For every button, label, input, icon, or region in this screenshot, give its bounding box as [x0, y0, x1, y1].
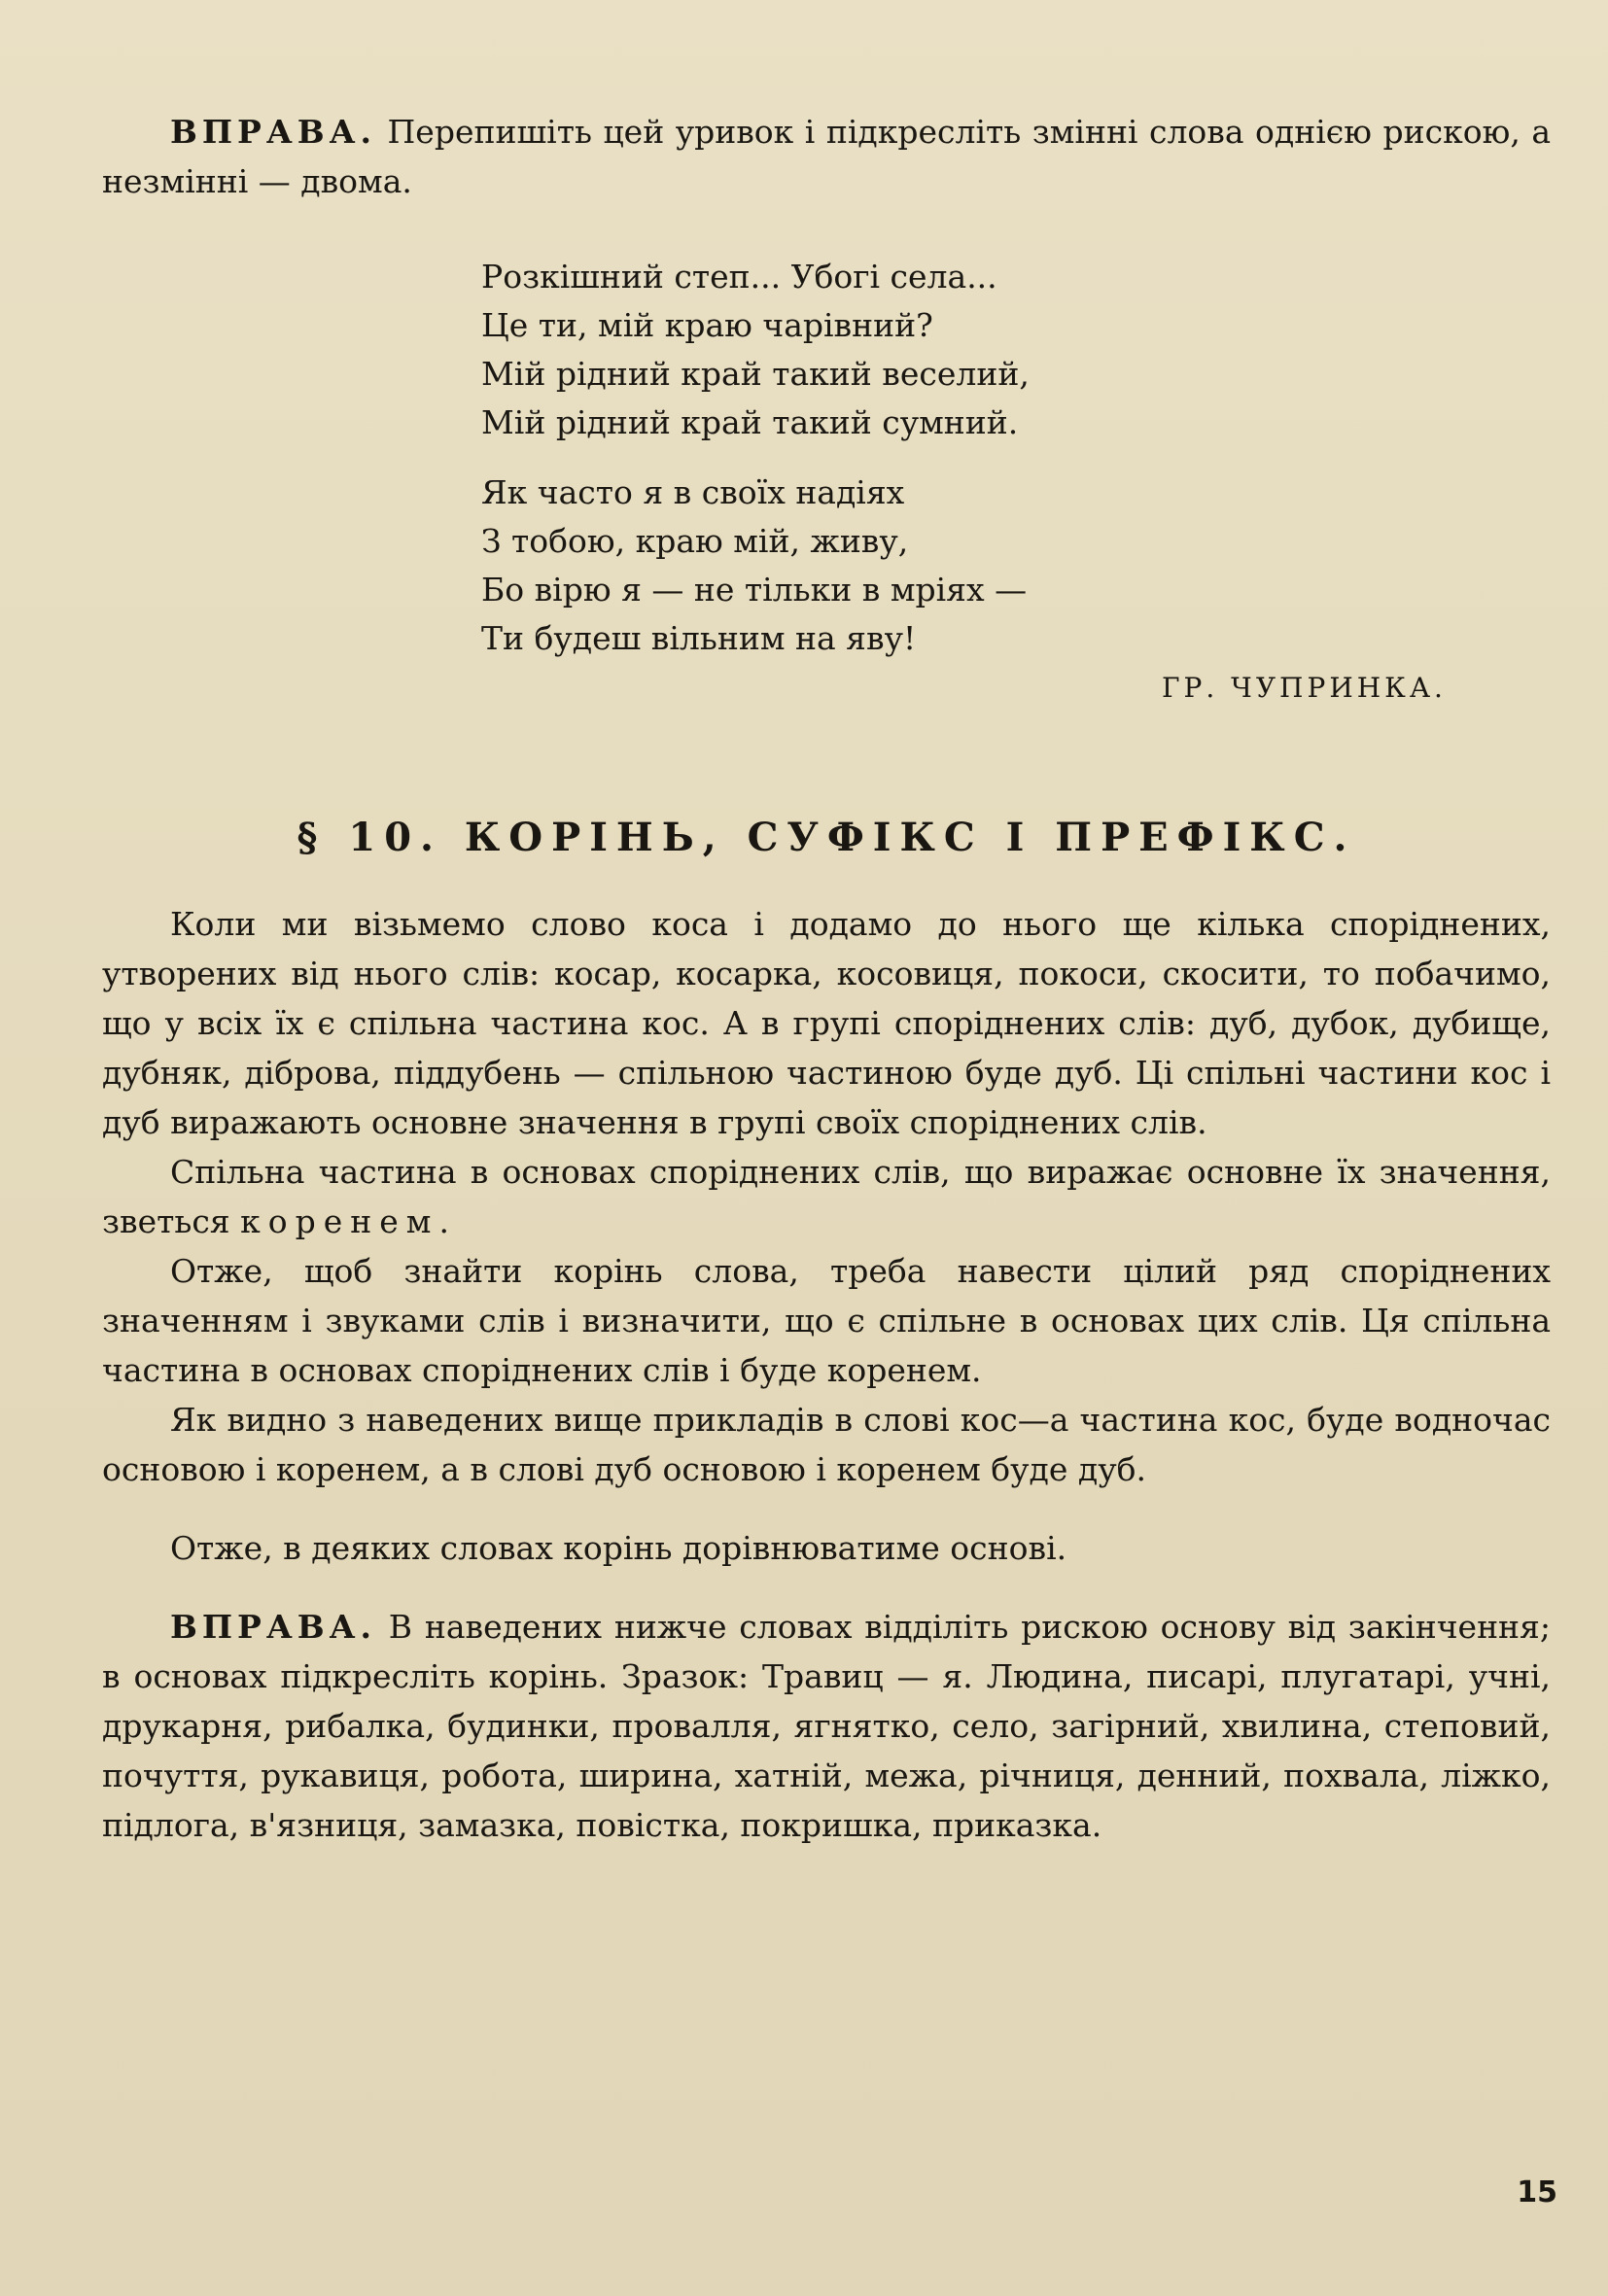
poem-line: Бо вірю я — не тільки в мріях — — [481, 571, 1028, 609]
paragraph-conclusion: Отже, в деяких словах корінь дорівнюватиме основі. — [170, 1529, 1067, 1567]
exercise-1-text: Перепишіть цей уривок і підкресліть змінні слова однією рискою, а незмінні — двома. — [102, 113, 1551, 200]
poem-author: ГР. ЧУПРИНКА. — [1162, 672, 1447, 704]
poem — [481, 253, 1551, 708]
exercise-2 — [102, 1602, 1551, 1850]
exercise-1-lead: ВПРАВА. — [170, 113, 377, 151]
page-content — [102, 107, 1551, 1850]
poem-line: Розкішний степ... Убогі села... — [481, 258, 997, 296]
poem-line: Це ти, мій краю чарівний? — [481, 306, 933, 344]
poem-stanza-1 — [481, 253, 1551, 447]
term-root: коренем — [240, 1202, 439, 1240]
poem-stanza-2 — [481, 469, 1551, 663]
paragraph-term-end: . — [438, 1202, 449, 1240]
poem-line: Мій рідний край такий сумний. — [481, 403, 1019, 441]
paragraph-examples: Як видно з наведених вище прикладів в слові кос—а частина кос, буде водночас основою і коренем, а в слові дуб основою і коренем буде дуб. — [102, 1401, 1551, 1488]
paragraph-root-term — [102, 1147, 1551, 1246]
paragraph-find-root: Отже, щоб знайти корінь слова, треба навести цілий ряд споріднених значенням і звуками слів і визначити, що є спільне в основах цих слів. Ця спільна частина в основах споріднених слів і буде коренем. — [102, 1252, 1551, 1389]
paragraph-term-lead: Спільна частина в основах споріднених слів, що виражає основне їх значення, зветься — [102, 1153, 1551, 1240]
poem-line: Мій рідний край такий веселий, — [481, 355, 1030, 393]
exercise-2-lead: ВПРАВА. — [170, 1608, 377, 1646]
paragraph-root-definition: Коли ми візьмемо слово коса і додамо до нього ще кілька споріднених, утворених від нього слів: косар, косарка, косовиця, покоси, скосити, то побачимо, що у всіх їх є спільна частина кос. А в групі споріднених слів: дуб, дубок, дубище, дубняк, діброва, піддубень — спільною частиною буде дуб. Ці спільні частини кос і дуб виражають основне значення в групі своїх споріднених слів. — [102, 905, 1551, 1141]
section-title: § 10. КОРІНЬ, СУФІКС І ПРЕФІКС. — [297, 815, 1356, 860]
page-number: 15 — [1517, 2175, 1557, 2209]
exercise-1 — [102, 107, 1551, 206]
poem-line: Ти будеш вільним на яву! — [481, 619, 917, 657]
poem-line: Як часто я в своїх надіях — [481, 473, 905, 511]
exercise-2-text: В наведених нижче словах відділіть рискою основу від закінчення; в основах підкресліть корінь. Зразок: Травиц — я. Людина, писарі, плугатарі, учні, друкарня, рибалка, будинки, провалля, ягнятко, село, загірний, хвилина, степовий, почуття, рукавиця, робота, ширина, хатній, межа, річниця, денний, похвала, ліжко, підлога, в'язниця, замазка, повістка, покришка, приказка. — [102, 1608, 1551, 1844]
poem-line: З тобою, краю мій, живу, — [481, 522, 909, 560]
